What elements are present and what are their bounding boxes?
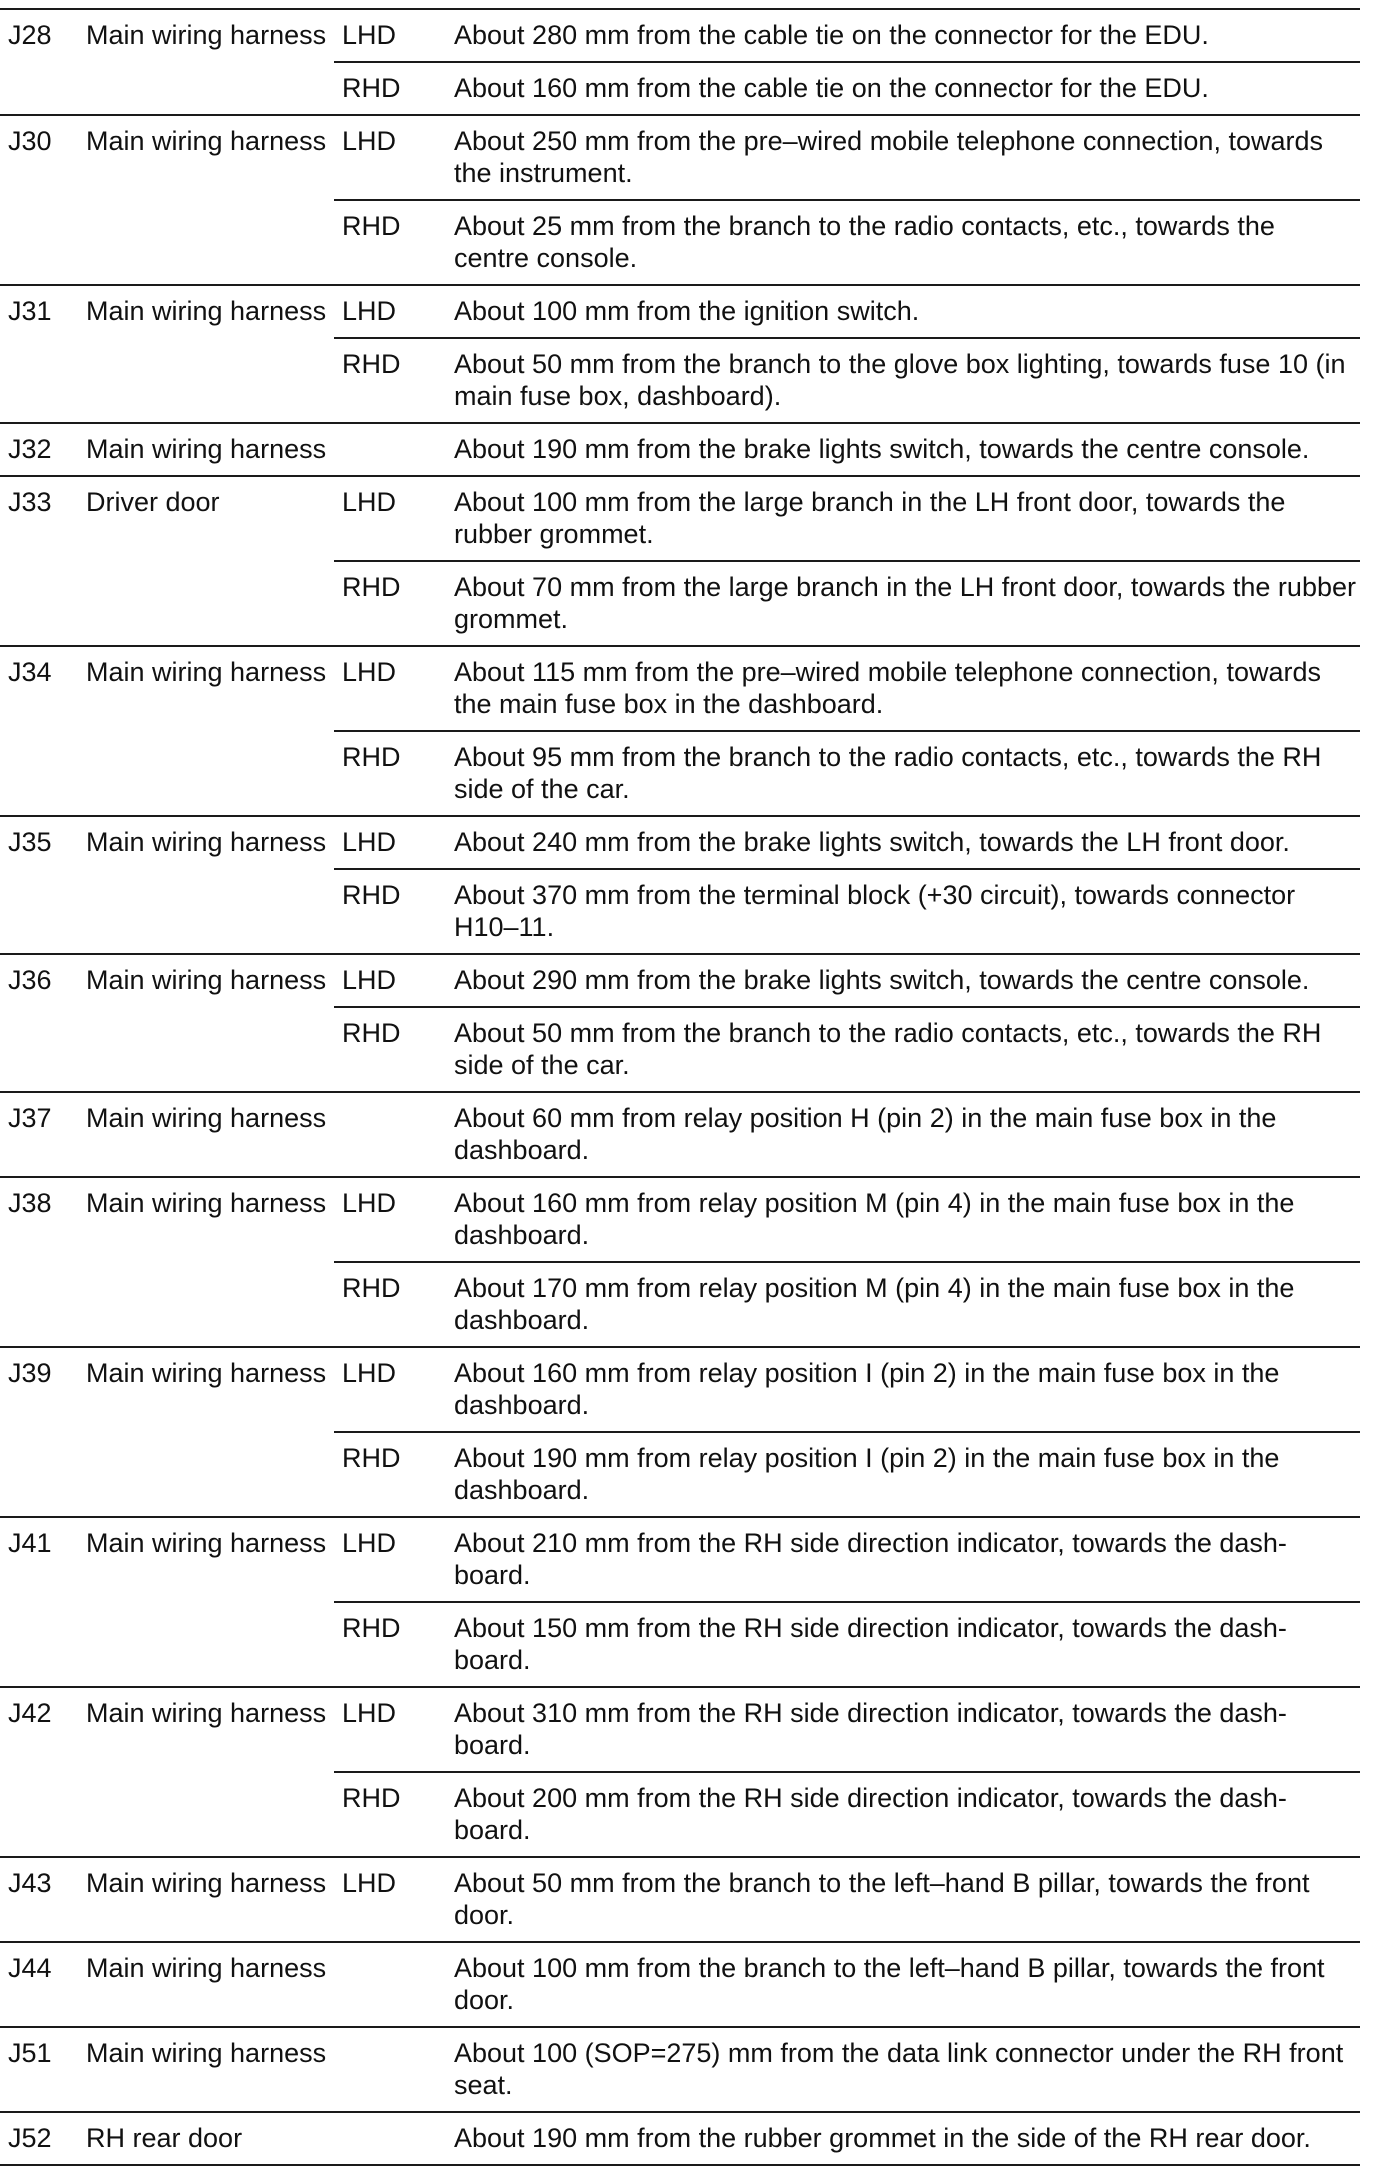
splice-id: J51	[0, 2027, 78, 2112]
table-row	[0, 1942, 1360, 2027]
drive-variant: LHD	[334, 646, 446, 731]
splice-id: J36	[0, 954, 78, 1092]
table-row	[0, 285, 1360, 338]
splice-position-description: About 50 mm from the branch to the radio contacts, etc., towards the RH side of the car.	[446, 1007, 1360, 1092]
splice-harness-location: Main wiring harness	[78, 1687, 334, 1857]
drive-variant: LHD	[334, 954, 446, 1007]
splice-position-description: About 150 mm from the RH side direction indicator, towards the dash-board.	[446, 1602, 1360, 1687]
splice-harness-location: Main wiring harness	[78, 1092, 334, 1177]
drive-variant: LHD	[334, 1687, 446, 1772]
table-row	[0, 2112, 1360, 2165]
splice-position-description: About 95 mm from the branch to the radio contacts, etc., towards the RH side of the car.	[446, 731, 1360, 816]
drive-variant: RHD	[334, 200, 446, 285]
splice-id: J30	[0, 115, 78, 285]
drive-variant: LHD	[334, 816, 446, 869]
drive-variant: LHD	[334, 285, 446, 338]
drive-variant: LHD	[334, 476, 446, 561]
table-row	[0, 954, 1360, 1007]
drive-variant: LHD	[334, 1857, 446, 1942]
drive-variant: RHD	[334, 1432, 446, 1517]
splice-position-description: About 100 mm from the large branch in the LH front door, towards the rubber grommet.	[446, 476, 1360, 561]
splice-position-description: About 100 mm from the branch to the left–hand B pillar, towards the front door.	[446, 1942, 1360, 2027]
splice-harness-location: Main wiring harness	[78, 9, 334, 115]
splice-harness-location: Main wiring harness	[78, 1857, 334, 1942]
splice-harness-location: Main wiring harness	[78, 816, 334, 954]
drive-variant: LHD	[334, 1517, 446, 1602]
table-row	[0, 423, 1360, 476]
splice-position-description: About 70 mm from the large branch in the LH front door, towards the rubber grommet.	[446, 561, 1360, 646]
splice-position-description: About 115 mm from the pre–wired mobile telephone connection, towards the main fuse box in the dashboard.	[446, 646, 1360, 731]
drive-variant: RHD	[334, 338, 446, 423]
splice-position-description: About 170 mm from relay position M (pin 4) in the main fuse box in the dashboard.	[446, 1262, 1360, 1347]
table-row	[0, 1517, 1360, 1602]
splice-position-description: About 50 mm from the branch to the left–hand B pillar, towards the front door.	[446, 1857, 1360, 1942]
table-row	[0, 115, 1360, 200]
splice-position-description: About 190 mm from the rubber grommet in the side of the RH rear door.	[446, 2112, 1360, 2165]
splice-position-description: About 100 mm from the ignition switch.	[446, 285, 1360, 338]
splice-id: J43	[0, 1857, 78, 1942]
splice-harness-location: Main wiring harness	[78, 954, 334, 1092]
table-row	[0, 2027, 1360, 2112]
splice-position-description: About 190 mm from the brake lights switch, towards the centre console.	[446, 423, 1360, 476]
splice-harness-location: Driver door	[78, 476, 334, 646]
drive-variant: LHD	[334, 1347, 446, 1432]
splice-position-description: About 280 mm from the cable tie on the connector for the EDU.	[446, 9, 1360, 62]
splice-position-description: About 290 mm from the brake lights switch, towards the centre console.	[446, 954, 1360, 1007]
splice-harness-location: Main wiring harness	[78, 2027, 334, 2112]
splice-harness-location: Main wiring harness	[78, 1517, 334, 1687]
splice-id: J38	[0, 1177, 78, 1347]
splice-harness-location: Main wiring harness	[78, 115, 334, 285]
splice-position-description: About 25 mm from the branch to the radio contacts, etc., towards the centre console.	[446, 200, 1360, 285]
drive-variant	[334, 1942, 446, 2027]
drive-variant: LHD	[334, 1177, 446, 1262]
splice-id: J32	[0, 423, 78, 476]
drive-variant: RHD	[334, 869, 446, 954]
splice-id: J34	[0, 646, 78, 816]
drive-variant: RHD	[334, 1007, 446, 1092]
drive-variant: RHD	[334, 731, 446, 816]
splice-harness-location: Main wiring harness	[78, 285, 334, 423]
splice-harness-location: Main wiring harness	[78, 1942, 334, 2027]
drive-variant: LHD	[334, 9, 446, 62]
splice-id: J37	[0, 1092, 78, 1177]
splice-id: J42	[0, 1687, 78, 1857]
splice-position-description: About 240 mm from the brake lights switch, towards the LH front door.	[446, 816, 1360, 869]
drive-variant: RHD	[334, 1772, 446, 1857]
drive-variant	[334, 2027, 446, 2112]
splice-id: J44	[0, 1942, 78, 2027]
splice-id: J35	[0, 816, 78, 954]
splice-harness-location: Main wiring harness	[78, 646, 334, 816]
drive-variant: RHD	[334, 1602, 446, 1687]
splice-harness-location: Main wiring harness	[78, 423, 334, 476]
drive-variant: RHD	[334, 62, 446, 115]
splice-harness-location: Main wiring harness	[78, 1177, 334, 1347]
drive-variant: LHD	[334, 115, 446, 200]
splice-id: J33	[0, 476, 78, 646]
table-row	[0, 9, 1360, 62]
table-row	[0, 1347, 1360, 1432]
splice-position-description: About 310 mm from the RH side direction indicator, towards the dash-board.	[446, 1687, 1360, 1772]
table-row	[0, 1177, 1360, 1262]
table-row	[0, 1687, 1360, 1772]
drive-variant	[334, 1092, 446, 1177]
splice-position-description: About 190 mm from relay position I (pin 2) in the main fuse box in the dashboard.	[446, 1432, 1360, 1517]
table-row	[0, 646, 1360, 731]
splice-id: J28	[0, 9, 78, 115]
splice-position-description: About 160 mm from the cable tie on the connector for the EDU.	[446, 62, 1360, 115]
drive-variant	[334, 423, 446, 476]
drive-variant: RHD	[334, 1262, 446, 1347]
splice-id: J52	[0, 2112, 78, 2165]
splice-position-description: About 370 mm from the terminal block (+30 circuit), towards connector H10–11.	[446, 869, 1360, 954]
drive-variant	[334, 2112, 446, 2165]
splice-position-description: About 210 mm from the RH side direction indicator, towards the dash-board.	[446, 1517, 1360, 1602]
splice-position-description: About 250 mm from the pre–wired mobile telephone connection, towards the instrument.	[446, 115, 1360, 200]
splice-id: J39	[0, 1347, 78, 1517]
table-row	[0, 1092, 1360, 1177]
splice-position-description: About 60 mm from relay position H (pin 2) in the main fuse box in the dashboard.	[446, 1092, 1360, 1177]
drive-variant: RHD	[334, 561, 446, 646]
splice-harness-location: Main wiring harness	[78, 1347, 334, 1517]
table-row	[0, 1857, 1360, 1942]
splice-position-description: About 160 mm from relay position I (pin 2) in the main fuse box in the dashboard.	[446, 1347, 1360, 1432]
splice-harness-location: RH rear door	[78, 2112, 334, 2165]
splice-position-description: About 100 (SOP=275) mm from the data link connector under the RH front seat.	[446, 2027, 1360, 2112]
splice-position-description: About 160 mm from relay position M (pin 4) in the main fuse box in the dashboard.	[446, 1177, 1360, 1262]
splice-location-table	[0, 8, 1360, 2166]
splice-id: J31	[0, 285, 78, 423]
splice-table-body	[0, 9, 1360, 2165]
splice-id: J41	[0, 1517, 78, 1687]
splice-position-description: About 200 mm from the RH side direction indicator, towards the dash-board.	[446, 1772, 1360, 1857]
table-row	[0, 476, 1360, 561]
splice-position-description: About 50 mm from the branch to the glove box lighting, towards fuse 10 (in main fuse box, dashboard).	[446, 338, 1360, 423]
table-row	[0, 816, 1360, 869]
